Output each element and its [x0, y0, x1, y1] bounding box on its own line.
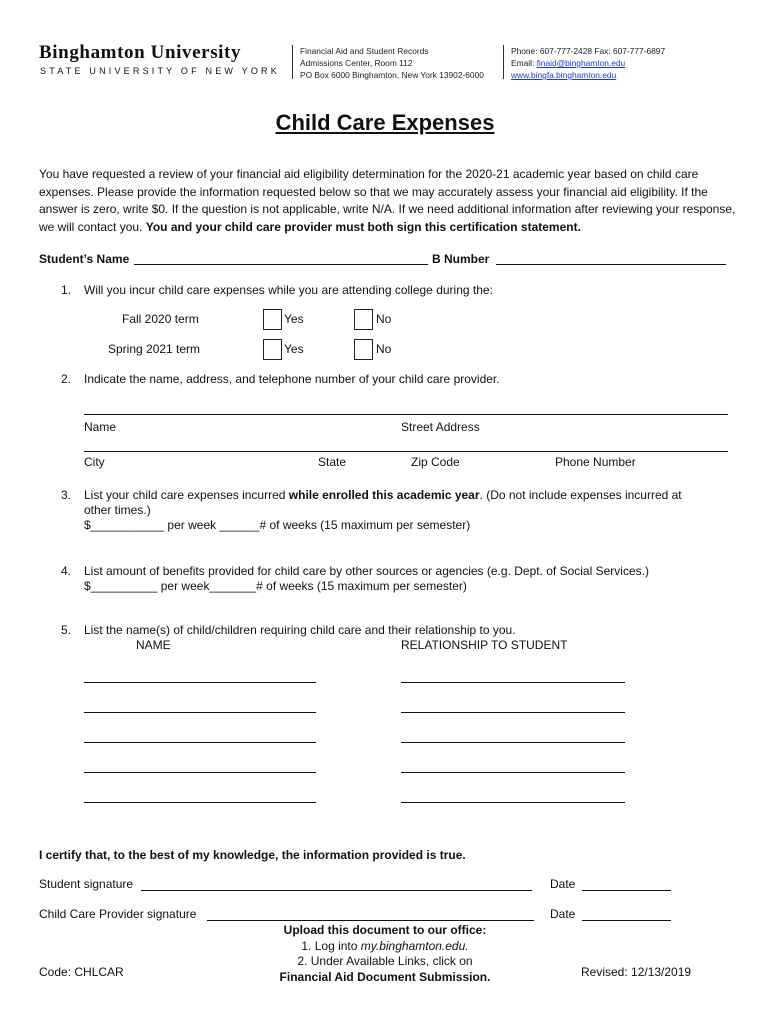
q4-benefit-line[interactable]: $__________ per week_______# of weeks (15 maximum per semester)	[84, 579, 467, 593]
fall-no-label: No	[376, 312, 392, 326]
spring-term-label: Spring 2021 term	[108, 342, 201, 356]
child-relationship-field[interactable]	[401, 802, 625, 803]
header-divider	[503, 45, 504, 79]
children-name-header: NAME	[136, 638, 171, 652]
provider-signature-field[interactable]	[207, 920, 534, 921]
child-name-field[interactable]	[84, 802, 316, 803]
q1-text: Will you incur child care expenses while you are attending college during the:	[84, 283, 493, 297]
provider-name-label: Name	[84, 420, 117, 434]
provider-date-label: Date	[550, 907, 576, 921]
q3-expense-line[interactable]: $___________ per week ______# of weeks (15 maximum per semester)	[84, 518, 471, 532]
university-logo: Binghamton University	[39, 42, 242, 63]
fall-yes-label: Yes	[284, 312, 304, 326]
provider-phone-label: Phone Number	[555, 455, 636, 469]
contact-info: Phone: 607-777-2428 Fax: 607-777-6897 Email: finaid@binghamton.edu www.bingfa.binghamton.edu	[511, 46, 666, 80]
children-relationship-header: RELATIONSHIP TO STUDENT	[401, 638, 568, 652]
student-name-field[interactable]	[134, 264, 428, 265]
upload-instructions: Upload this document to our office: 1. Log into my.binghamton.edu. 2. Under Available Links, click on Financial Aid Document Submission.	[279, 923, 491, 984]
student-signature-label: Student signature	[39, 877, 134, 891]
child-name-field[interactable]	[84, 772, 316, 773]
bnumber-field[interactable]	[496, 264, 726, 265]
provider-city-state-field[interactable]	[84, 451, 728, 452]
q4-number: 4.	[61, 564, 72, 578]
spring-yes-label: Yes	[284, 342, 304, 356]
child-relationship-field[interactable]	[401, 712, 625, 713]
q5-number: 5.	[61, 623, 72, 637]
provider-signature-label: Child Care Provider signature	[39, 907, 197, 921]
page-title: Child Care Expenses	[275, 110, 495, 135]
fall-no-checkbox[interactable]	[354, 309, 373, 330]
q3-number: 3.	[61, 488, 72, 502]
q2-number: 2.	[61, 372, 72, 386]
child-name-field[interactable]	[84, 682, 316, 683]
provider-street-label: Street Address	[401, 420, 480, 434]
child-name-field[interactable]	[84, 712, 316, 713]
spring-no-label: No	[376, 342, 392, 356]
q1-number: 1.	[61, 283, 72, 297]
website-link[interactable]: www.bingfa.binghamton.edu	[511, 70, 617, 80]
revised-date: Revised: 12/13/2019	[581, 965, 692, 979]
child-relationship-field[interactable]	[401, 772, 625, 773]
spring-no-checkbox[interactable]	[354, 339, 373, 360]
child-name-field[interactable]	[84, 742, 316, 743]
bnumber-label: B Number	[432, 252, 490, 266]
intro-paragraph: You have requested a review of your financial aid eligibility determination for the 2020-21 academic year based on child care expenses. Please provide the information requested below so that we may accurately assess your financial aid eligibility. If the answer is zero, write $0. If the question is not applicable, write N/A. If we need additional information after reviewing your response, we will contact you. You and your child care provider must both sign this certification statement.	[39, 167, 736, 234]
university-logo-subtitle: STATE UNIVERSITY OF NEW YORK	[40, 66, 280, 76]
fall-term-label: Fall 2020 term	[122, 312, 199, 326]
provider-state-label: State	[318, 455, 347, 469]
q4-text: List amount of benefits provided for child care by other sources or agencies (e.g. Dept. of Social Services.)	[84, 564, 649, 578]
header-divider	[292, 45, 293, 79]
q2-text: Indicate the name, address, and telephone number of your child care provider.	[84, 372, 500, 386]
provider-name-address-field[interactable]	[84, 414, 728, 415]
student-name-label: Student’s Name	[39, 252, 130, 266]
student-signature-field[interactable]	[141, 890, 532, 891]
email-link[interactable]: finaid@binghamton.edu	[536, 58, 626, 68]
provider-zip-label: Zip Code	[411, 455, 460, 469]
q3-text-cont: other times.)	[84, 503, 151, 517]
provider-city-label: City	[84, 455, 105, 469]
child-relationship-field[interactable]	[401, 742, 625, 743]
student-date-field[interactable]	[582, 890, 671, 891]
provider-date-field[interactable]	[582, 920, 671, 921]
q5-text: List the name(s) of child/children requiring child care and their relationship to you.	[84, 623, 516, 637]
office-address: Financial Aid and Student Records Admissions Center, Room 112 PO Box 6000 Binghamton, New York 13902-6000	[300, 46, 484, 80]
child-relationship-field[interactable]	[401, 682, 625, 683]
spring-yes-checkbox[interactable]	[263, 339, 282, 360]
student-date-label: Date	[550, 877, 576, 891]
q3-text: List your child care expenses incurred while enrolled this academic year. (Do not include expenses incurred at	[84, 488, 682, 502]
fall-yes-checkbox[interactable]	[263, 309, 282, 330]
certification-statement: I certify that, to the best of my knowledge, the information provided is true.	[39, 848, 466, 862]
form-code: Code: CHLCAR	[39, 965, 124, 979]
